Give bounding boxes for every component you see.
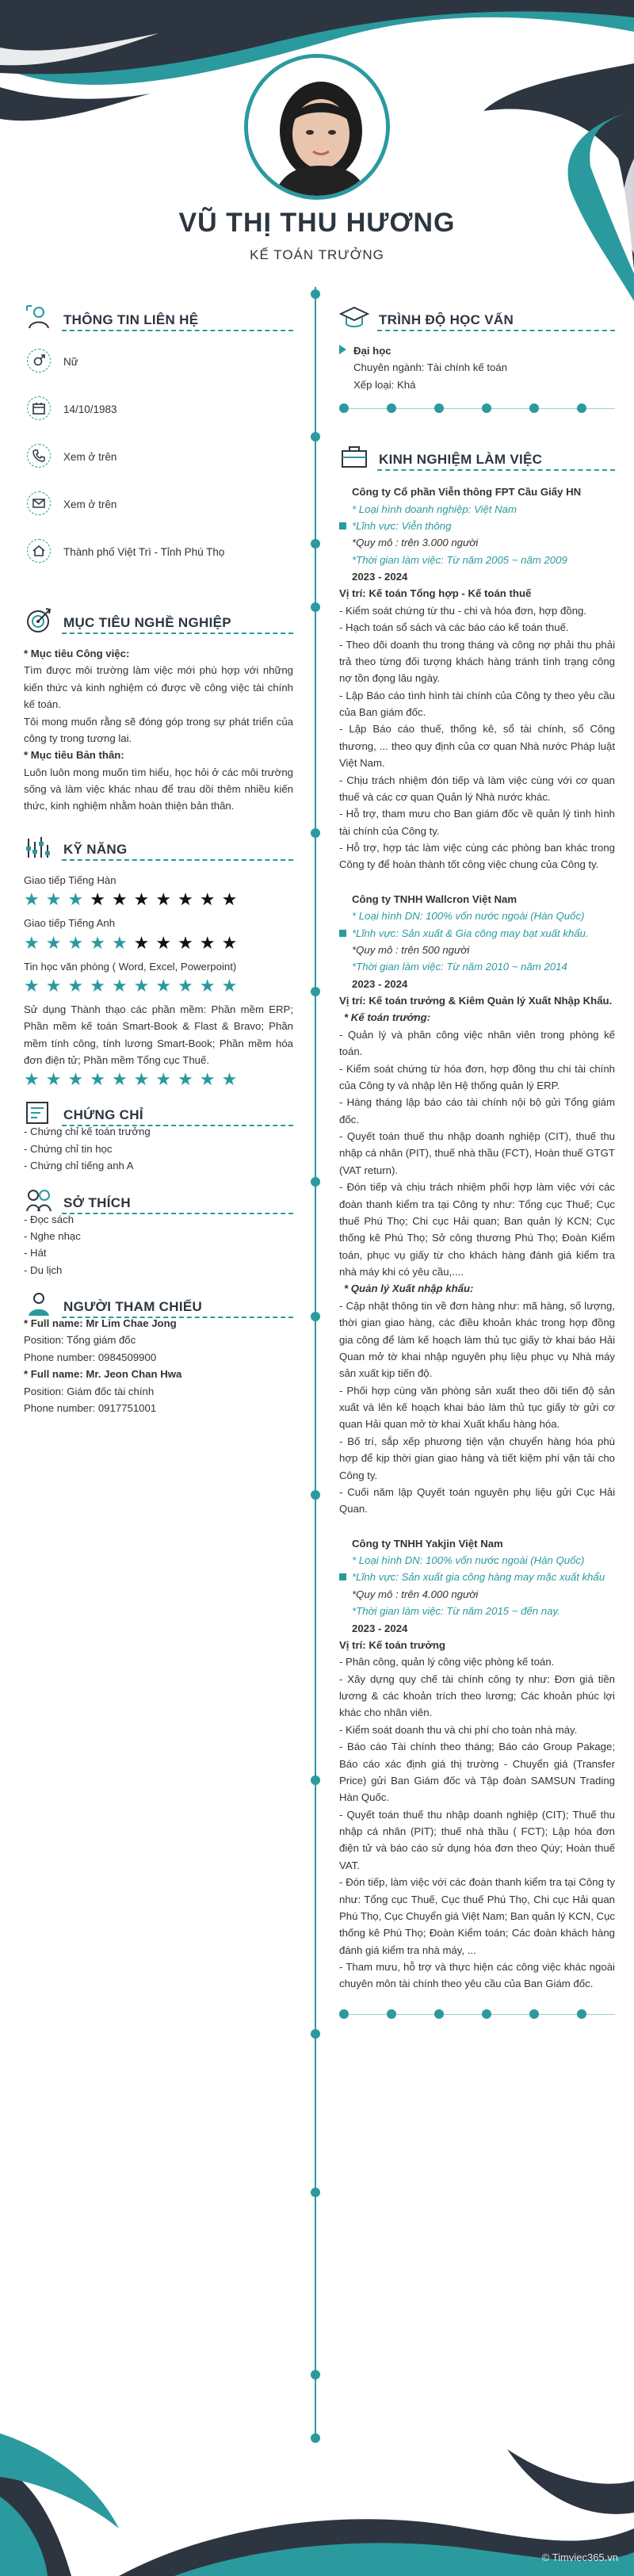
education-heading: TRÌNH ĐỘ HỌC VẤN (379, 312, 514, 327)
job-subheading: * Kế toán trưởng: (344, 1011, 431, 1024)
star-icon: ★ (199, 1069, 216, 1090)
hobby-item: - Nghe nhạc (24, 1229, 81, 1242)
star-icon: ★ (67, 975, 84, 996)
job-duty: - Phối hợp cùng văn phòng sản xuất theo dõi tiến độ sản xuất và lên kế hoạch khai báo làm thủ tục giấy tờ gửi cơ quan Hải quan mở tờ khai Xuất khẩu hàng hóa. (339, 1384, 615, 1431)
left-column (24, 301, 293, 1416)
star-icon: ★ (90, 975, 105, 996)
experience-heading: KINH NGHIỆM LÀM VIỆC (379, 452, 543, 468)
hobby-item: - Du lịch (24, 1263, 63, 1276)
references-section-header (24, 1288, 293, 1323)
skill-label: Sử dụng Thành thạo các phần mềm: Phần mềm ERP; Phần mềm kế toán Smart-Book & Flast & Bravo; Phần mềm tính công, tính lương Smart-Book; Phần mềm hóa đơn điện tử; Phần mềm Tổng cục Thuế. (24, 1003, 293, 1066)
job-duty: - Cuối năm lập Quyết toán nguyên phụ liệu gửi Cục Hải Quan. (339, 1485, 615, 1515)
reference-phone: Phone number: 0984509900 (24, 1351, 157, 1363)
contact-birthday (24, 390, 293, 438)
company-meta: *Lĩnh vực: Sản xuất gia công hàng may mặc xuất khẩu (352, 1571, 605, 1584)
star-icon: ★ (24, 1069, 40, 1090)
contact-gender (24, 342, 293, 390)
right-column (339, 301, 615, 2047)
job-duty: - Tham mưu, hỗ trợ và thực hiện các công việc khác ngoài chuyên môn tài chính theo yêu cầu của Ban Giám đốc. (339, 1961, 615, 1990)
candidate-title: KẾ TOÁN TRƯỞNG (250, 247, 384, 262)
job-duty: - Bố trí, sắp xếp phương tiện vận chuyển hàng hóa phù hợp để kịp thời gian giao hàng và tiết kiệm phí vận tải cho Công ty. (339, 1435, 615, 1481)
hobbies-heading: SỞ THÍCH (63, 1194, 131, 1210)
objective-work-label: * Mục tiêu Công việc: (24, 648, 130, 659)
company-meta: *Thời gian làm việc: Từ năm 2005 ~ năm 2009 (352, 553, 567, 566)
job-duty: - Quản lý và phân công việc nhân viên trong phòng kế toán. (339, 1028, 615, 1058)
skill-rating (24, 889, 293, 910)
reference-position: Position: Giám đốc tài chính (24, 1385, 155, 1397)
company-meta: *Lĩnh vực: Viễn thông (352, 519, 452, 532)
footer-decoration (0, 2433, 634, 2576)
job-subheading: * Quản lý Xuất nhập khẩu: (344, 1282, 474, 1295)
company-meta: * Loại hình DN: 100% vốn nước ngoài (Hàn Quốc) (352, 1554, 585, 1566)
job-duty: - Đón tiếp và chịu trách nhiệm phối hợp làm việc với các đoàn thanh kiểm tra tại Công ty như: Tổng cục Thuế; Cục thuế Phú Thọ; Chi cục Hải quan; Ban quản lý KCN; Cục thống kê Phú Thọ; Sở công thương Phú Thọ; Đoàn Kiểm toán, phục vụ giấy từ cho khách hàng đánh giá kiểm tra nhà máy khi có yêu cầu,.... (339, 1181, 615, 1278)
star-icon: ★ (199, 975, 216, 996)
contact-card-icon (24, 303, 54, 333)
timeline-dot (311, 828, 320, 838)
target-icon (24, 606, 54, 636)
home-icon (27, 539, 51, 563)
star-icon: ★ (178, 932, 193, 953)
company-name: Công ty Cổ phần Viễn thông FPT Cầu Giấy HN (352, 486, 582, 499)
star-icon: ★ (221, 889, 238, 910)
job-duty: - Xây dựng quy chế tài chính công ty như: Đơn giá tiền lương & các khoản trích theo lương; Các khoản phúc lợi khác cho nhân viên. (339, 1672, 615, 1719)
star-icon: ★ (199, 932, 216, 953)
education-school: Đại học (353, 342, 615, 359)
avatar (244, 54, 390, 200)
experience-entry (339, 1535, 615, 1993)
email-icon (27, 491, 51, 515)
objective-personal-text: Luôn luôn mong muốn tìm hiểu, học hỏi ở các môi trường sống và làm việc khác nhau để trau dồi thêm nhiều kiến thức, kinh nghiệm nhằm hoàn thiện bản thân. (24, 766, 293, 812)
star-icon: ★ (24, 932, 40, 953)
star-icon: ★ (133, 1069, 150, 1090)
job-period: 2023 - 2024 (352, 1622, 408, 1634)
hobby-item: - Hát (24, 1247, 47, 1259)
star-icon: ★ (45, 975, 62, 996)
education-major: Chuyên ngành: Tài chính kế toán (353, 361, 508, 374)
job-role: Vị trí: Kế toán trưởng (339, 1638, 445, 1651)
star-icon: ★ (155, 975, 172, 996)
certificate-item: - Chứng chỉ tin học (24, 1142, 113, 1155)
hobbies-icon (24, 1186, 54, 1216)
timeline-dot (311, 432, 320, 441)
timeline-dot (311, 1775, 320, 1785)
reference-position: Position: Tổng giám đốc (24, 1334, 136, 1347)
bullet-square-icon (339, 522, 346, 529)
references-heading: NGƯỜI THAM CHIẾU (63, 1299, 203, 1314)
job-duty: - Kiểm soát chứng từ hóa đơn, hợp đồng thu chi tài chính của Công ty và nhập lên Hệ thống quản lý ERP. (339, 1062, 615, 1091)
star-icon: ★ (24, 975, 40, 996)
timeline-dot (311, 1490, 320, 1500)
job-duty: - Lập Báo cáo thuế, thống kê, sổ tài chính, sổ Công thương, ... theo quy định của cơ quan Nhà nước Pháp luật Việt Nam. (339, 723, 615, 770)
job-period: 2023 - 2024 (352, 571, 408, 583)
star-icon: ★ (133, 932, 150, 953)
reference-name: * Full name: Mr. Jeon Chan Hwa (24, 1368, 182, 1381)
job-duty: - Phân công, quản lý công việc phòng kế toán. (339, 1656, 555, 1668)
star-icon: ★ (24, 889, 40, 910)
experience-section-header (339, 441, 615, 476)
company-meta: *Thời gian làm việc: Từ năm 2010 ~ năm 2014 (352, 961, 567, 973)
objective-personal-label: * Mục tiêu Bản thân: (24, 749, 124, 762)
timeline-dot (311, 289, 320, 299)
job-duty: - Hỗ trợ, hợp tác làm việc cùng các phòng ban khác trong Công ty để hoàn thành tốt công việc chung của Công ty. (339, 842, 615, 871)
star-icon: ★ (221, 1069, 238, 1090)
phone-icon (27, 444, 51, 468)
job-duty: - Kiểm soát doanh thu và chi phí cho toàn nhà máy. (339, 1723, 578, 1736)
education-section-header (339, 301, 615, 336)
certificates-section-header (24, 1096, 293, 1131)
timeline-dot (311, 1312, 320, 1321)
job-role: Vị trí: Kế toán Tổng hợp - Kế toán thuế (339, 587, 532, 600)
skill-rating (24, 976, 293, 996)
phone-text: Xem ở trên (63, 451, 117, 463)
job-duty: - Quyết toán thuế thu nhập doanh nghiệp (CIT), thuế thu nhập cá nhân (PIT), thuế nhà thầu (FCT), Hoàn thuế GTGT (VAT return). (339, 1130, 615, 1176)
timeline-dot (311, 2370, 320, 2379)
timeline-dot (311, 987, 320, 996)
watermark: © Timviec365.vn (541, 2551, 618, 2563)
caret-right-icon (339, 345, 346, 354)
company-meta: *Quy mô : trên 4.000 người (352, 1588, 479, 1600)
job-period: 2023 - 2024 (352, 977, 408, 990)
company-meta: *Thời gian làm việc: Từ năm 2015 ~ đến nay. (352, 1605, 560, 1618)
experience-end-divider (339, 2007, 615, 2031)
star-icon: ★ (67, 932, 84, 953)
job-role: Vị trí: Kế toán trưởng & Kiêm Quản lý Xuất Nhập Khẩu. (339, 995, 613, 1007)
company-meta: * Loại hình DN: 100% vốn nước ngoài (Hàn Quốc) (352, 910, 585, 923)
star-icon: ★ (155, 1069, 172, 1090)
star-icon: ★ (155, 932, 172, 953)
certificates-heading: CHỨNG CHỈ (63, 1107, 143, 1123)
gender-text: Nữ (63, 356, 78, 368)
bullet-square-icon (339, 1573, 346, 1580)
company-name: Công ty TNHH Yakjin Việt Nam (352, 1537, 503, 1550)
star-icon: ★ (199, 889, 216, 910)
skills-section-header (24, 831, 293, 866)
contact-address (24, 533, 293, 580)
experience-list (339, 483, 615, 2031)
star-icon: ★ (45, 1069, 62, 1090)
star-icon: ★ (178, 889, 193, 910)
job-duty: - Kiểm soát chứng từ thu - chi và hóa đơn, hợp đồng. (339, 604, 587, 617)
job-duty: - Hàng tháng lập báo cáo tài chính nội bộ gửi Tổng giám đốc. (339, 1096, 615, 1126)
timeline-dot (311, 1177, 320, 1187)
skill-label: Giao tiếp Tiếng Anh (24, 917, 116, 930)
contact-heading: THÔNG TIN LIÊN HỆ (63, 312, 199, 327)
calendar-icon (27, 396, 51, 420)
timeline-dot (311, 539, 320, 548)
star-icon: ★ (90, 889, 105, 910)
objective-work-text: Tìm được môi trường làm việc mới phù hợp với những kiến thức và kinh nghiệm có được về công việc tài chính kế toán. (24, 664, 293, 711)
job-duty: - Đón tiếp, làm việc với các đoàn thanh kiểm tra tại Công ty như: Tổng cục Thuế, Cục thuế Phú Thọ, Chi cục Hải quan Phú Thọ, Cục Chuyển giá Việt Nam; Ban quản lý KCN, Cục thống kê Phú Thọ; Đoàn Kiểm toán; Các đoàn khách hàng đánh giá kiểm tra nhà máy, ... (339, 1876, 615, 1956)
star-icon: ★ (111, 889, 128, 910)
star-icon: ★ (111, 1069, 128, 1090)
email-text: Xem ở trên (63, 499, 117, 510)
star-icon: ★ (178, 1069, 193, 1090)
education-grade: Xếp loại: Khá (353, 378, 416, 391)
certificate-icon (24, 1098, 54, 1128)
objective-heading: MỤC TIÊU NGHỀ NGHIỆP (63, 615, 231, 630)
reference-phone: Phone number: 0917751001 (24, 1401, 157, 1414)
timeline-dot (311, 2029, 320, 2039)
bullet-square-icon (339, 930, 346, 937)
company-meta: * Loại hình doanh nghiệp: Việt Nam (352, 503, 517, 515)
company-meta: *Quy mô : trên 3.000 người (352, 537, 479, 549)
job-duty: - Chịu trách nhiệm đón tiếp và làm việc cùng với cơ quan thuế và các cơ quan Quản lý Nhà nước khác. (339, 774, 615, 803)
contact-section-header (24, 301, 293, 336)
star-icon: ★ (133, 889, 150, 910)
star-icon: ★ (67, 1069, 84, 1090)
star-icon: ★ (221, 975, 238, 996)
contact-phone (24, 438, 293, 485)
objective-work-text-2: Tôi mong muốn rằng sẽ đóng góp trong sự phát triển của công ty trong tương lai. (24, 715, 293, 744)
briefcase-icon (339, 442, 369, 472)
timeline-dot (311, 2188, 320, 2197)
company-name: Công ty TNHH Wallcron Việt Nam (352, 892, 518, 905)
hobby-item: - Đọc sách (24, 1213, 74, 1225)
job-duty: - Báo cáo Tài chính theo tháng; Báo cáo Group Pakage; Báo cáo xác định giá thị trường - Chuyển giá (Transfer Price) gửi Ban Giám đốc và Tập đoàn SAMSUN Trading Hàn Quốc. (339, 1741, 615, 1804)
star-icon: ★ (111, 975, 128, 996)
skills-heading: KỸ NĂNG (63, 841, 128, 857)
hobby-list (24, 1211, 293, 1279)
graduation-cap-icon (339, 303, 369, 333)
certificate-item: - Chứng chỉ tiếng anh A (24, 1160, 134, 1172)
hobbies-section-header (24, 1184, 293, 1219)
job-duty: - Cập nhật thông tin về đơn hàng như: mã hàng, số lượng, thời gian giao hàng, các điều khoản khác trong hợp đồng gia công để làm kế hoạch làm thủ tục giấy tờ khai báo Hải Quan mở tờ khai nhập nguyên phụ liệu phục vụ Nhà máy sản xuất kịp tiến độ. (339, 1299, 615, 1380)
experience-entry (339, 891, 615, 1518)
skill-label: Tin học văn phòng ( Word, Excel, Powerpoint) (24, 960, 237, 973)
candidate-name: VŨ THỊ THU HƯƠNG (178, 208, 456, 238)
education-entry (339, 342, 615, 393)
job-duty: - Lập Báo cáo tình hình tài chính của Công ty theo yêu cầu của Ban giám đốc. (339, 689, 615, 718)
star-icon: ★ (45, 932, 62, 953)
job-duty: - Theo dõi doanh thu trong tháng và công nợ phải thu phải trả theo từng đối tượng khách hàng tránh tình trạng công nợ tồn đọng lâu ngày. (339, 638, 615, 685)
star-icon: ★ (178, 975, 193, 996)
star-icon: ★ (90, 932, 105, 953)
skill-rating (24, 1069, 293, 1090)
skill-label: Giao tiếp Tiếng Hàn (24, 873, 116, 886)
star-icon: ★ (111, 932, 128, 953)
reference-person-icon (24, 1290, 54, 1320)
star-icon: ★ (221, 932, 238, 953)
star-icon: ★ (67, 889, 84, 910)
company-meta: *Quy mô : trên 500 người (352, 943, 470, 956)
skills-list (24, 872, 293, 1091)
contact-email (24, 485, 293, 533)
timeline-dot (311, 602, 320, 612)
reference-list (24, 1315, 293, 1416)
objective-section-header (24, 604, 293, 639)
skills-icon (24, 832, 54, 862)
experience-entry (339, 483, 615, 873)
certificate-item: - Chứng chỉ kế toán trưởng (24, 1126, 151, 1138)
address-text: Thành phố Việt Trì - Tỉnh Phú Thọ (63, 546, 225, 558)
reference-name: * Full name: Mr Lim Chae Jong (24, 1317, 177, 1329)
star-icon: ★ (90, 1069, 105, 1090)
skill-rating (24, 933, 293, 954)
education-divider (339, 401, 615, 425)
job-duty: - Hỗ trợ, tham mưu cho Ban giám đốc về quản lý tình hình tài chính của Công ty. (339, 808, 615, 837)
company-meta: *Lĩnh vực: Sản xuất & Gia công may bạt xuất khẩu. (352, 927, 589, 939)
star-icon: ★ (155, 889, 172, 910)
job-duty: - Hạch toán sổ sách và các báo cáo kế toán thuế. (339, 621, 569, 634)
birthday-text: 14/10/1983 (63, 403, 117, 415)
star-icon: ★ (133, 975, 150, 996)
gender-icon (27, 349, 51, 373)
job-duty: - Quyết toán thuế thu nhập doanh nghiệp (CIT); Thuế thu nhập cá nhân (PIT); thuế nhà thầu ( FCT); Lập hóa đơn điện tử và báo cáo sử dụng hóa đơn theo Qúy; Hoàn thuế VAT. (339, 1808, 615, 1871)
star-icon: ★ (45, 889, 62, 910)
